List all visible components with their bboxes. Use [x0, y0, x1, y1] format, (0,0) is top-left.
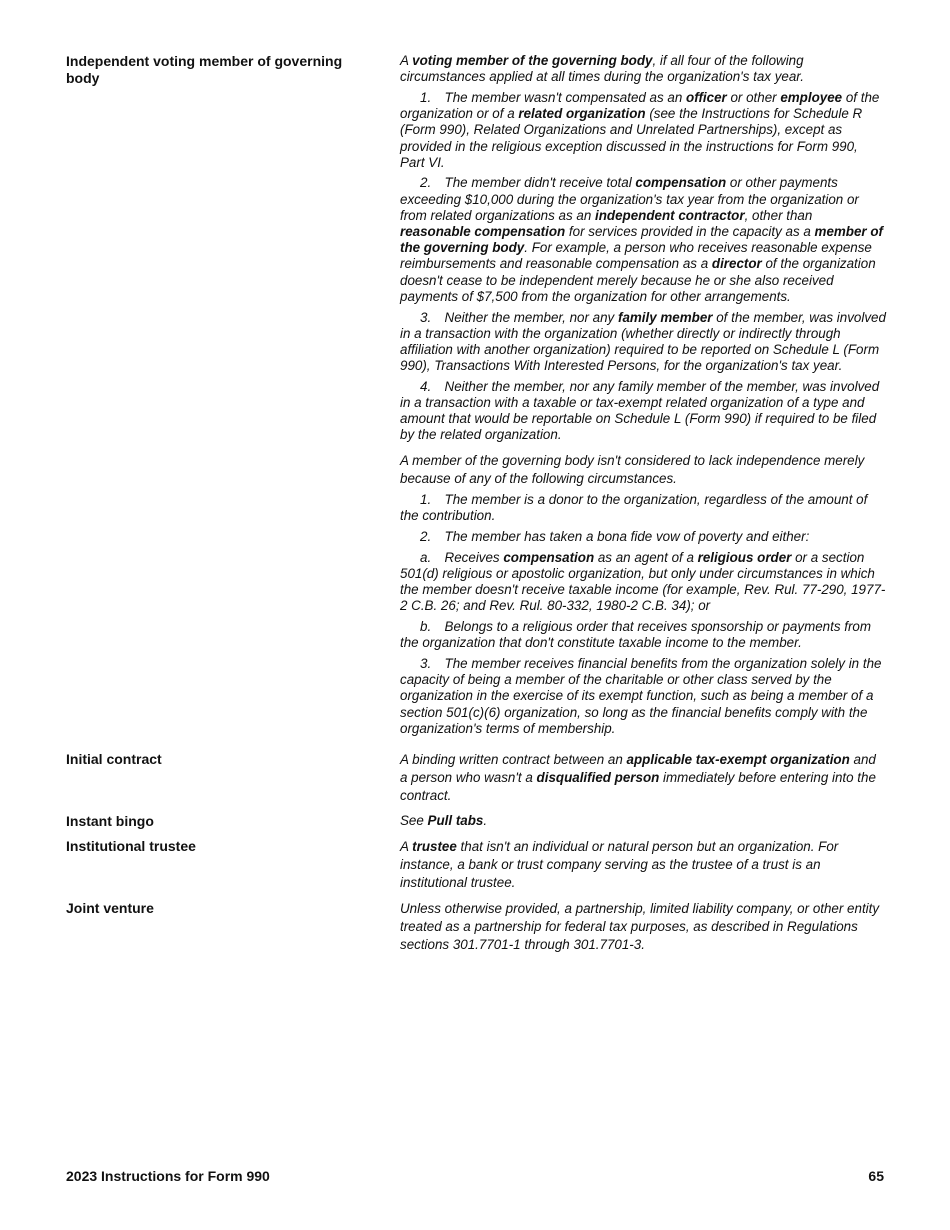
condition-item-1: 1. The member wasn't compensated as an officer or other employee of the organization or of a related organization (see the Instructions for Schedule R (Form 990), Related Organizations and Unrelated Partnerships), except as provided in the religious exception discussed in the instructions for Form 990, Part VI.: [400, 89, 880, 170]
definition-independent-voting-member: [400, 53, 886, 742]
term-instant-bingo: Instant bingo: [66, 813, 154, 829]
exception-item-3: 3. The member receives financial benefits from the organization solely in the capacity of being a member of the charitable or other class served by the organization in the exercise of its exempt function, such as being a member of a section 501(c)(6) organization, so long as the financial benefits comply with the organization's terms of membership.: [400, 656, 882, 736]
condition-item-2: 2. The member didn't receive total compensation or other payments exceeding $10,000 during the organization's tax year from the organization or from related organizations as an independent contractor, other than reasonable compensation for services provided in the capacity as a member of the governing body. For example, a person who receives reasonable expense reimbursements and reasonable compensation as a director of the organization doesn't cease to be independent merely because he or she also received payments of $7,500 from the organization for other arrangements.: [400, 175, 884, 304]
definition-intro: A voting member of the governing body, if all four of the following circumstances applied at all times during the organization's tax year.: [400, 53, 804, 85]
condition-item-4: 4. Neither the member, nor any family member of the member, was involved in a transaction with a taxable or tax-exempt related organization of a type and amount that would be reportable on Schedule L (Form 990) if required to be filed by the related organization.: [400, 378, 880, 443]
footer-title: 2023 Instructions for Form 990: [66, 1168, 270, 1184]
definition-institutional-trustee: A trustee that isn't an individual or natural person but an organization. For instance, a bank or trust company serving as the trustee of a trust is an institutional trustee.: [400, 839, 839, 890]
condition-item-3: 3. Neither the member, nor any family member of the member, was involved in a transaction with the organization (whether directly or indirectly through affiliation with another organization) required to be reported on Schedule L (Form 990), Transactions With Interested Persons, for the organization's tax year.: [400, 309, 886, 374]
definition-instant-bingo: See Pull tabs.: [400, 813, 488, 828]
term-independent-voting-member: Independent voting member of governing body: [66, 53, 343, 86]
definition-intro-2: A member of the governing body isn't considered to lack independence merely because of any of the following circumstances.: [400, 452, 865, 486]
exception-item-2: 2. The member has taken a bona fide vow of poverty and either:: [420, 529, 810, 545]
definition-initial-contract: A binding written contract between an applicable tax-exempt organization and a person who wasn't a disqualified person immediately before entering into the contract.: [400, 752, 876, 803]
exception-item-1: 1. The member is a donor to the organization, regardless of the amount of the contribution.: [400, 492, 868, 524]
definition-joint-venture: Unless otherwise provided, a partnership, limited liability company, or other entity treated as a partnership for federal tax purposes, as described in Regulations sections 301.7701-1 through 301.7701-3.: [400, 901, 880, 952]
exception-item-2a: a. Receives compensation as an agent of a religious order or a section 501(d) religious or apostolic organization, but only under circumstances in which the member doesn't receive taxable income (for example, Rev. Rul. 77-290, 1977-2 C.B. 26; and Rev. Rul. 80-332, 1980-2 C.B. 34); or: [400, 549, 886, 614]
term-institutional-trustee: Institutional trustee: [66, 838, 196, 854]
exception-item-2b: b. Belongs to a religious order that receives sponsorship or payments from the organization that don't constitute taxable income to the member.: [400, 619, 872, 651]
term-initial-contract: Initial contract: [66, 751, 162, 767]
term-joint-venture: Joint venture: [66, 900, 154, 916]
page-number: 65: [868, 1168, 884, 1184]
